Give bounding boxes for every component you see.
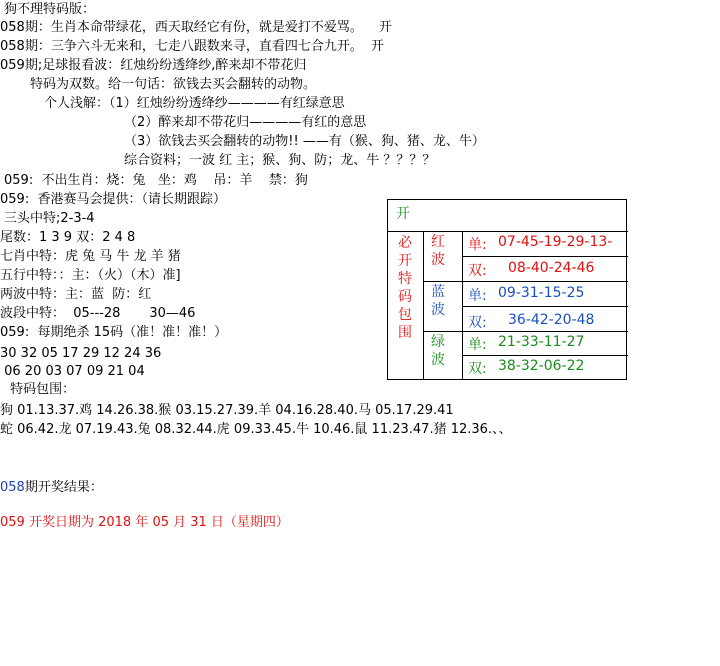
- green-wave-cell: [423, 331, 463, 380]
- box-side-label: 必开特码包围: [398, 235, 412, 341]
- red-wave-label: 红波: [431, 234, 445, 268]
- green-wave-label: 绿波: [431, 334, 445, 368]
- red-double-row: [462, 256, 628, 282]
- stat-seven-zodiac: 七肖中特：虎 兔 马 牛 龙 羊 猪: [0, 249, 181, 264]
- pack-row-2: 蛇 06.42.龙 07.19.43.兔 08.32.44.虎 09.33.45.牛 10.46.鼠 11.23.47.猪 12.36.、、: [0, 422, 512, 437]
- green-double-numbers: 38-32-06-22: [498, 358, 585, 374]
- body-line-2: 个人浅解：（1）红烛纷纷透绛纱————有红绿意思: [44, 96, 345, 111]
- body-line-1: 特码为双数。给一句话：欲钱去买会翻转的动物。: [30, 77, 317, 92]
- body-line-5: 综合资料；一波 红 主；猴、狗、防；龙、牛 ？？？？: [124, 153, 436, 168]
- box-side-col: [388, 231, 424, 380]
- result-line: [0, 479, 103, 497]
- green-single-row: [462, 331, 628, 356]
- stat-five-elements: 五行中特：：主：（火）（木）准]: [0, 268, 181, 283]
- issue-prefix: 058期：: [0, 20, 51, 35]
- blue-wave-label: 蓝波: [431, 284, 445, 318]
- result-label: 期开奖结果：: [24, 480, 103, 495]
- green-single-numbers: 21-33-11-27: [498, 334, 585, 350]
- stat-kill-15: 059: 每期绝杀 15码（准！准！准！）: [0, 325, 228, 340]
- pack-row-1: 狗 01.13.37.鸡 14.26.38.猴 03.15.27.39.羊 04.16.28.40.马 05.17.29.41: [0, 403, 454, 418]
- red-wave-cell: [423, 231, 463, 282]
- blue-double-row: [462, 306, 628, 332]
- hk-line: 059: 香港赛马会提供：（请长期跟踪）: [0, 192, 226, 207]
- kill-numbers-row-2: 06 20 03 07 09 21 04: [0, 364, 145, 379]
- stat-wave-range: 波段中特： 05---28 30—46: [0, 306, 196, 321]
- blue-single-row: [462, 281, 628, 307]
- draw-date-text: 开奖日期为 2018 年 05 月 31 日（星期四）: [24, 515, 289, 530]
- open-mark: 开: [378, 20, 392, 35]
- stat-heads: 三头中特;2-3-4: [4, 211, 95, 226]
- line-058-b: [0, 38, 384, 56]
- blue-double-tag: 双:: [468, 315, 487, 331]
- stat-two-waves: 两波中特：主：蓝 防：红: [0, 287, 152, 302]
- box-title: 开: [396, 206, 410, 222]
- special-pack-label: 特码包围：: [6, 382, 76, 397]
- draw-date-issue: 059: [0, 515, 25, 530]
- blue-single-tag: 单:: [468, 288, 487, 304]
- box-title-row: [388, 200, 628, 232]
- green-single-tag: 单:: [468, 337, 487, 353]
- open-mark: 开: [370, 39, 384, 54]
- result-issue: 058: [0, 480, 25, 495]
- red-double-numbers: 08-40-24-46: [508, 260, 595, 276]
- body-line-3: （2）醉来却不带花归————有红的意思: [124, 115, 367, 130]
- line-text: 生肖本命带绿花，西天取经它有份，就是爱打不爱骂。: [50, 20, 363, 35]
- draw-date-line: [0, 514, 289, 532]
- red-single-numbers: 07-45-19-29-13-: [498, 234, 613, 250]
- page-header: 狗不理特码版：: [4, 2, 96, 17]
- issue-prefix: 059期: [0, 58, 38, 73]
- blue-double-numbers: 36-42-20-48: [508, 312, 595, 328]
- zodiac-line: 059: 不出生肖：烧：兔 坐：鸡 吊：羊 禁：狗: [4, 173, 308, 188]
- green-double-row: [462, 355, 628, 380]
- kill-numbers-row-1: 30 32 05 17 29 12 24 36: [0, 346, 162, 361]
- blue-wave-cell: [423, 281, 463, 332]
- red-single-row: [462, 231, 628, 257]
- line-059: [0, 57, 306, 75]
- blue-single-numbers: 09-31-15-25: [498, 285, 585, 301]
- must-open-box: [387, 199, 627, 380]
- stat-tails: 尾数：1 3 9 双：2 4 8: [0, 230, 136, 245]
- line-058-a: [0, 19, 392, 37]
- red-double-tag: 双:: [468, 263, 487, 279]
- body-line-4: （3）欲钱去买会翻转的动物!! ——有（猴、狗、猪、龙、牛）: [124, 134, 485, 149]
- line-text: 三争六斗无来和，七走八跟数来寻，直看四七合九开。: [50, 39, 363, 54]
- issue-prefix: 058期：: [0, 39, 51, 54]
- red-single-tag: 单:: [468, 237, 487, 253]
- green-double-tag: 双:: [468, 361, 487, 377]
- line-text: ;足球报看波：红烛纷纷透绛纱,醉来却不带花归: [37, 58, 307, 73]
